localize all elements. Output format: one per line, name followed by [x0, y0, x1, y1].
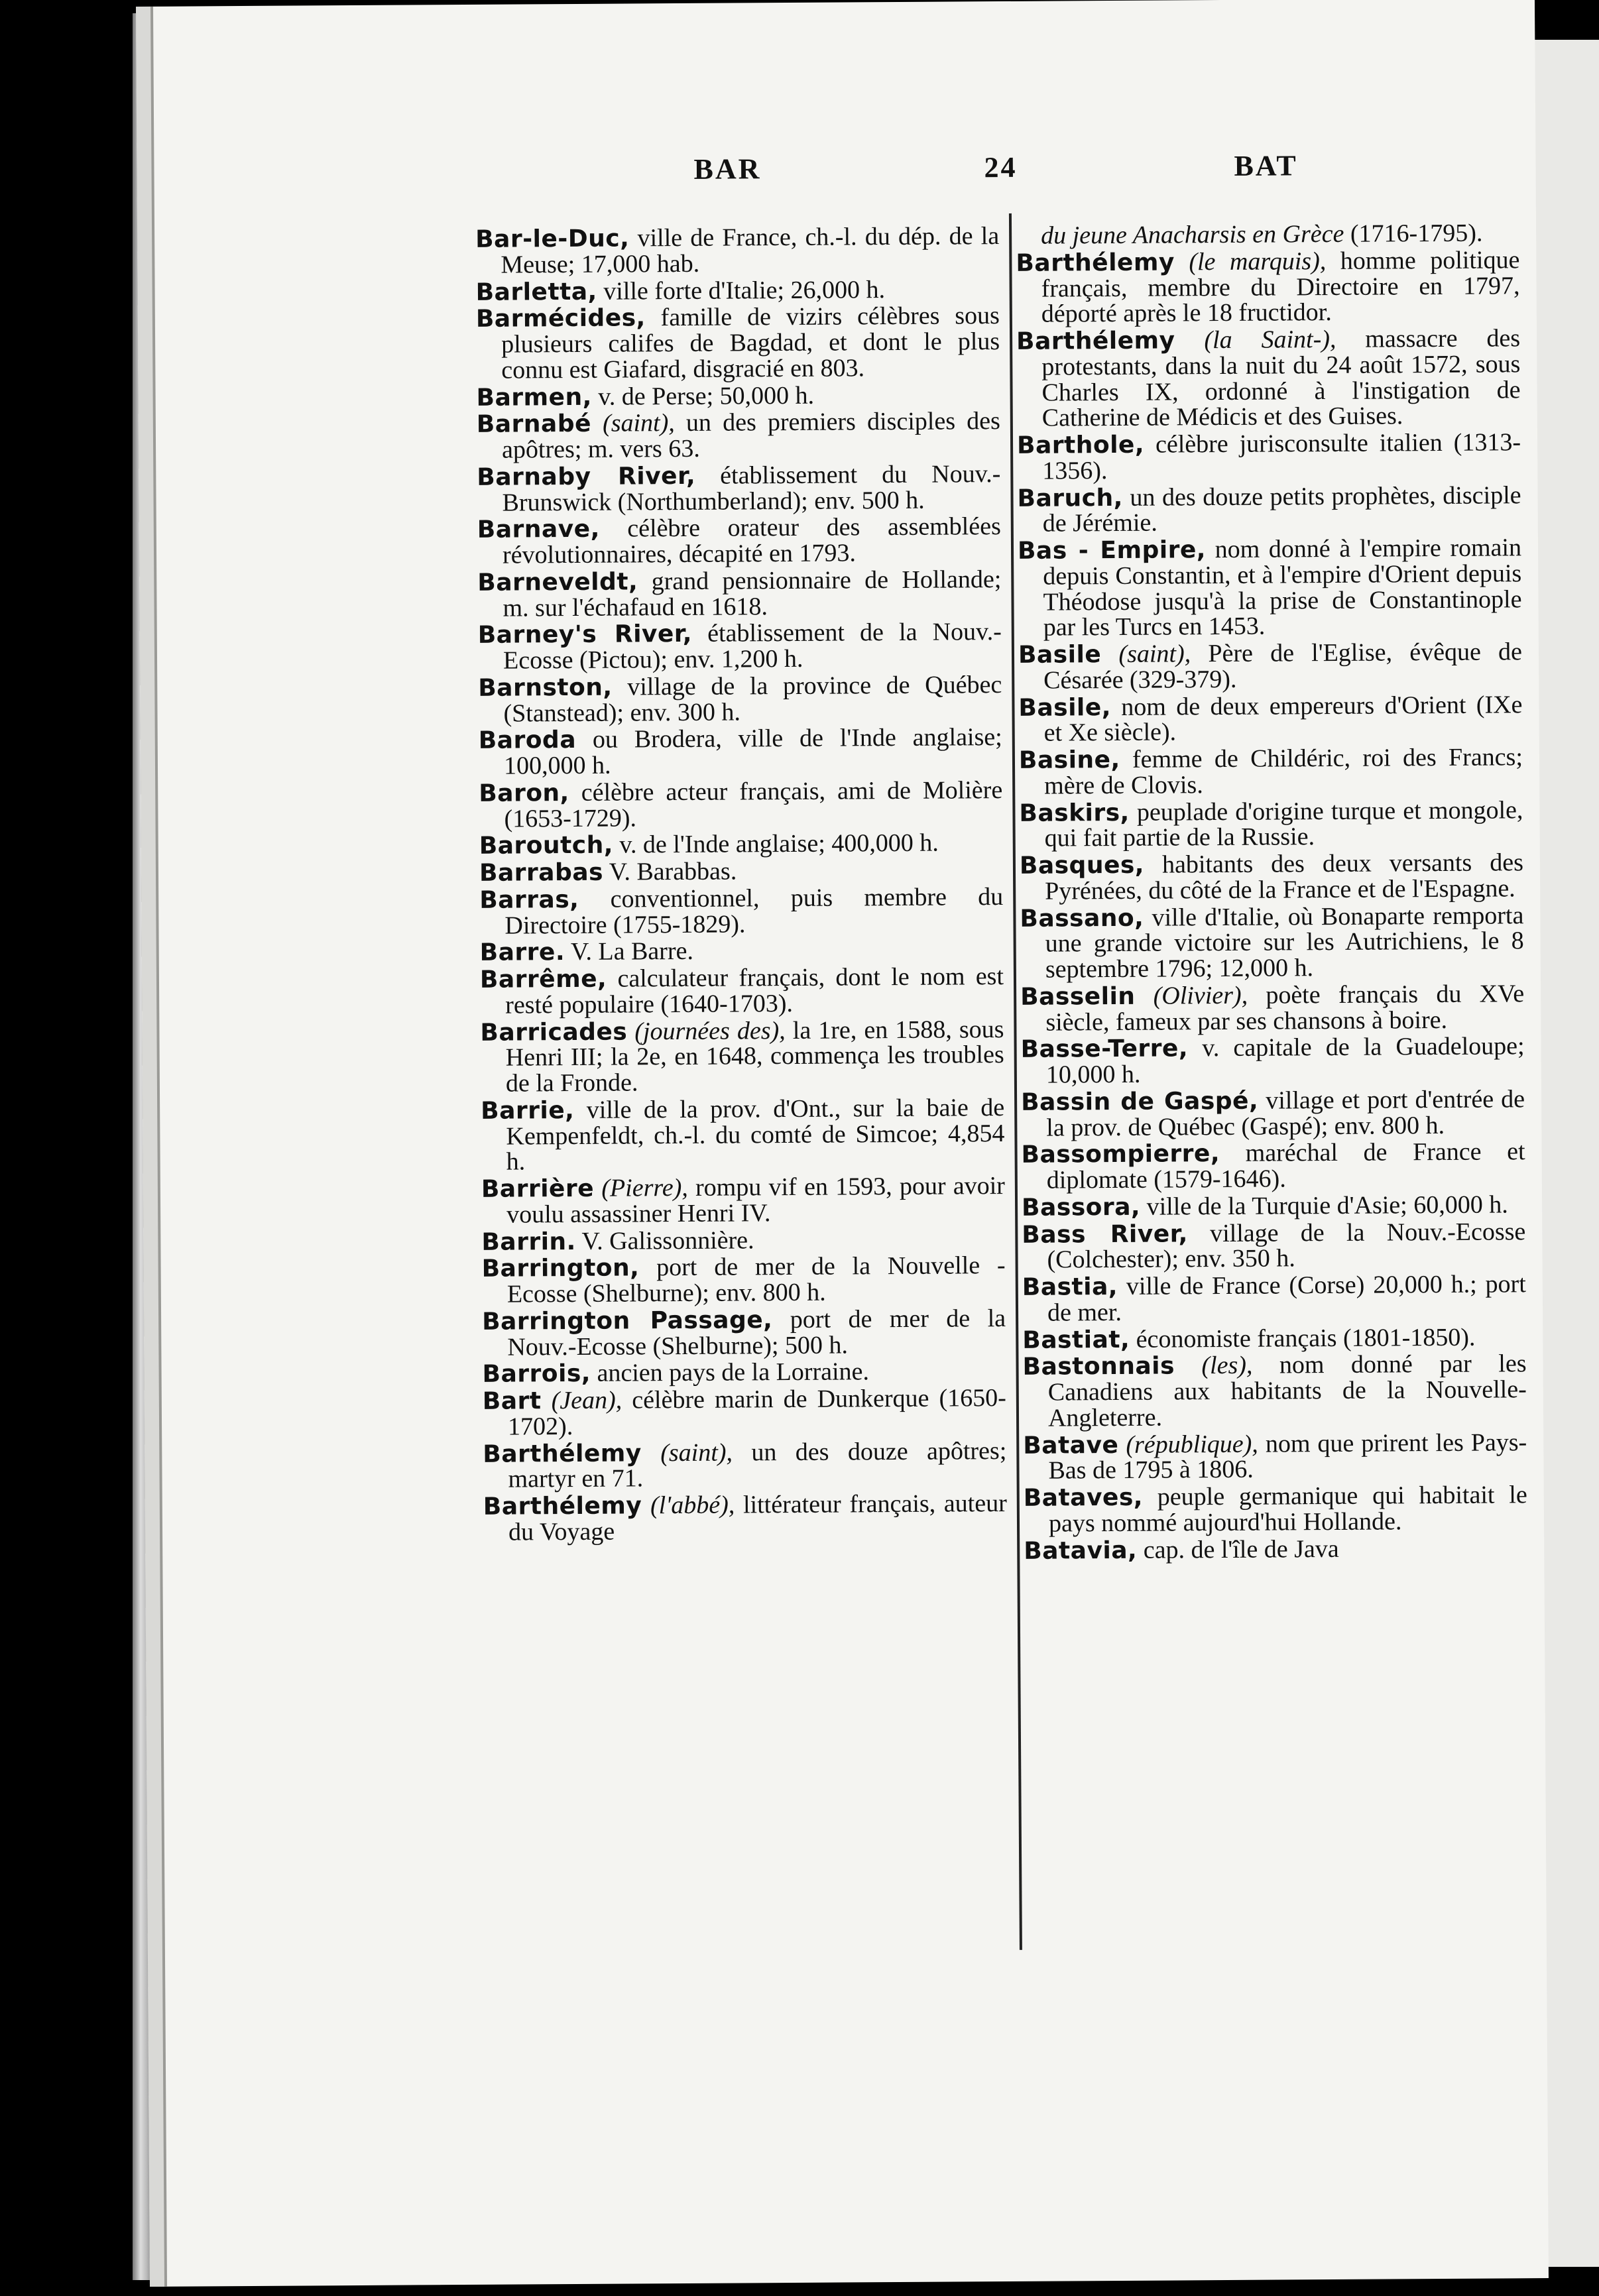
- entry-headword: Barnabé: [476, 410, 592, 439]
- entry-headword: Bassora,: [1021, 1193, 1141, 1222]
- entry-definition: habitants des deux versants des Pyrénées, du côté de la France et de l'Espagne.: [1045, 848, 1524, 905]
- entry-qualifier: (Jean),: [541, 1386, 622, 1415]
- entry-headword: Bas - Empire,: [1017, 536, 1207, 565]
- entry-definition: homme politique français, membre du Directoire en 1797, déporté après le 18 fructidor.: [1041, 246, 1520, 328]
- entry-headword: Barrington,: [481, 1254, 640, 1283]
- entry-definition: village de la province de Québec (Stanstead); env. 300 h.: [503, 670, 1002, 728]
- entry-definition: établissement de la Nouv.-Ecosse (Pictou); env. 1,200 h.: [503, 618, 1002, 675]
- entry-headword: Barmécides,: [475, 304, 646, 333]
- dictionary-page: [136, 0, 1549, 2287]
- entry-definition: économiste français (1801-1850).: [1130, 1323, 1476, 1353]
- dictionary-entry: [481, 1095, 1005, 1175]
- entry-headword: Barthole,: [1016, 431, 1145, 459]
- entry-headword: Barrois,: [482, 1360, 591, 1389]
- entry-definition: port de mer de la Nouv.-Ecosse (Shelburne); 500 h.: [507, 1304, 1006, 1361]
- entry-definition: célèbre orateur des assemblées révolutionnaires, décapité en 1793.: [502, 512, 1001, 569]
- entry-definition: un des premiers disciples des apôtres; m. vers 63.: [501, 407, 1000, 464]
- dictionary-entry: [1018, 639, 1522, 693]
- entry-definition: V. La Barre.: [564, 937, 694, 966]
- entry-definition: calculateur français, dont le nom est resté populaire (1640-1703).: [505, 962, 1004, 1019]
- entry-definition: ville forte d'Italie; 26,000 h.: [597, 275, 886, 306]
- entry-headword: Barthélemy: [483, 1439, 642, 1468]
- dictionary-entry: [1022, 1351, 1527, 1431]
- entry-definition: célèbre jurisconsulte italien (1313-1356).: [1042, 428, 1521, 485]
- entry-definition: ville de la Turquie d'Asie; 60,000 h.: [1140, 1190, 1508, 1221]
- dictionary-entry: [480, 964, 1004, 1018]
- entry-headword: Baron,: [479, 779, 569, 807]
- dictionary-entry: [1016, 247, 1520, 327]
- entry-headword: Baskirs,: [1019, 799, 1130, 827]
- dictionary-entry: [1020, 981, 1524, 1035]
- dictionary-entry: [477, 461, 1000, 516]
- entry-qualifier: (le marquis),: [1174, 247, 1327, 276]
- page-number: 24: [984, 150, 1018, 184]
- entry-definition: v. capitale de la Guadeloupe; 10,000 h.: [1045, 1032, 1525, 1089]
- running-head-right: BAT: [1234, 149, 1298, 182]
- entry-headword: Barrington Passage,: [482, 1306, 773, 1336]
- dictionary-entry: [480, 937, 1004, 966]
- dictionary-entry: [478, 672, 1002, 726]
- entry-headword: Batave: [1023, 1431, 1119, 1460]
- entry-definition: ville de la prov. d'Ont., sur la baie de Kempenfeldt, ch.-l. du comté de Simcoe; 4,854 h.: [506, 1093, 1005, 1176]
- entry-definition: ancien pays de la Lorraine.: [590, 1357, 870, 1388]
- dictionary-entry: [475, 223, 999, 278]
- dictionary-entry: [483, 1491, 1007, 1545]
- entry-headword: Barrême,: [479, 965, 607, 994]
- entry-definition: Père de l'Eglise, évêque de Césarée (329-379).: [1043, 638, 1523, 695]
- dictionary-entry: [476, 382, 1000, 411]
- entry-definition: littérateur français, auteur du Voyage: [508, 1489, 1007, 1546]
- entry-definition: établissement du Nouv.-Brunswick (Northumberland); env. 500 h.: [502, 459, 1001, 517]
- dictionary-entry: [477, 514, 1001, 568]
- entry-definition: nom que prirent les Pays-Bas de 1795 à 1806.: [1048, 1428, 1527, 1485]
- dictionary-entry: [482, 1306, 1006, 1360]
- dictionary-entry: [479, 884, 1003, 939]
- entry-headword: Barrin.: [481, 1228, 576, 1256]
- entry-definition: la 1re, en 1588, sous Henri III; la 2e, en 1648, commença les troubles de la Fronde.: [505, 1015, 1004, 1098]
- entry-headword: Baroutch,: [479, 831, 614, 860]
- entry-headword: Baroda: [478, 726, 577, 755]
- dictionary-entry: [1019, 797, 1523, 852]
- entry-headword: Basine,: [1018, 746, 1120, 774]
- entry-headword: Bassompierre,: [1021, 1140, 1220, 1169]
- entry-definition: poète français du XVe siècle, fameux par ses chansons à boire.: [1045, 979, 1525, 1037]
- entry-definition: célèbre acteur français, ami de Molière (1653-1729).: [504, 775, 1003, 833]
- entry-qualifier: (république),: [1118, 1430, 1258, 1459]
- entry-headword: Bassano,: [1020, 904, 1144, 933]
- dictionary-entry: [476, 303, 1000, 383]
- dictionary-entry: [478, 619, 1002, 673]
- dictionary-entry: [1017, 430, 1521, 484]
- dictionary-entry: [480, 1017, 1004, 1097]
- entry-headword: Barnston,: [478, 673, 613, 702]
- entry-qualifier: (saint),: [1101, 640, 1191, 669]
- dictionary-entry: [1022, 1324, 1526, 1353]
- entry-headword: Bastia,: [1022, 1273, 1118, 1301]
- entry-headword: Bataves,: [1023, 1483, 1144, 1512]
- entry-qualifier: (journées des),: [627, 1016, 786, 1046]
- dictionary-entry: [476, 276, 1000, 306]
- entry-headword: Barnave,: [477, 515, 600, 544]
- entry-qualifier: du jeune Anacharsis en Grèce: [1041, 219, 1344, 250]
- dictionary-entry: [1020, 903, 1524, 983]
- entry-definition: V. Barabbas.: [603, 857, 737, 886]
- dictionary-entry: [479, 857, 1003, 886]
- dictionary-entry: [1024, 1535, 1527, 1564]
- entry-headword: Batavia,: [1024, 1536, 1138, 1565]
- entry-headword: Barney's River,: [477, 620, 693, 650]
- entry-definition: un des douze petits prophètes, disciple de Jérémie.: [1042, 481, 1521, 538]
- dictionary-entry: [1022, 1271, 1526, 1326]
- entry-definition: femme de Childéric, roi des Francs; mère de Clovis.: [1044, 743, 1523, 800]
- dictionary-entry: [483, 1385, 1006, 1440]
- entry-definition: maréchal de France et diplomate (1579-1646).: [1046, 1137, 1525, 1194]
- dictionary-entry: [1022, 1192, 1525, 1220]
- entry-qualifier: (les),: [1174, 1351, 1253, 1380]
- dictionary-entry: [479, 777, 1002, 832]
- entry-definition: célèbre marin de Dunkerque (1650-1702).: [507, 1384, 1006, 1441]
- entry-definition: grand pensionnaire de Hollande; m. sur l'échafaud en 1618.: [503, 565, 1002, 622]
- dictionary-entry: [479, 830, 1003, 859]
- left-column: [475, 223, 1007, 1546]
- right-column: [1016, 220, 1527, 1565]
- dictionary-entry: [1016, 220, 1519, 249]
- dictionary-entry: [1022, 1219, 1525, 1273]
- dictionary-entry: [482, 1253, 1006, 1307]
- entry-headword: Bar-le-Duc,: [475, 225, 630, 253]
- dictionary-entry: [481, 1226, 1005, 1255]
- dictionary-entry: [1016, 325, 1521, 431]
- entry-headword: Barrie,: [481, 1096, 575, 1125]
- dictionary-entry: [1017, 483, 1521, 537]
- entry-qualifier: (la Saint-),: [1175, 325, 1336, 355]
- dictionary-entry: [1020, 850, 1523, 904]
- entry-definition: ville de France, ch.-l. du dép. de la Meuse; 17,000 hab.: [501, 222, 1000, 279]
- entry-headword: Bastiat,: [1022, 1326, 1130, 1354]
- entry-qualifier: (saint),: [641, 1438, 733, 1467]
- running-head-left: BAR: [693, 152, 762, 186]
- dictionary-entry: [1019, 744, 1523, 799]
- entry-definition: v. de l'Inde anglaise; 400,000 h.: [613, 829, 939, 859]
- entry-headword: Barnaby River,: [477, 462, 696, 491]
- entry-qualifier: (Pierre),: [593, 1173, 688, 1202]
- dictionary-entry: [1024, 1482, 1527, 1536]
- entry-headword: Barras,: [479, 886, 579, 914]
- entry-definition: rompu vif en 1593, pour avoir voulu assassiner Henri IV.: [506, 1172, 1006, 1229]
- entry-headword: Barthélemy: [483, 1492, 642, 1521]
- entry-definition: port de mer de la Nouvelle - Ecosse (Shelburne); env. 800 h.: [506, 1251, 1006, 1308]
- entry-definition: ville d'Italie, où Bonaparte remporta une grande victoire sur les Autrichiens, le 8 septembre 1796; 12,000 h.: [1045, 901, 1524, 984]
- entry-headword: Barre.: [479, 939, 565, 967]
- entry-headword: Barrière: [481, 1175, 595, 1203]
- entry-definition: peuplade d'origine turque et mongole, qui fait partie de la Russie.: [1044, 795, 1523, 852]
- entry-definition: un des douze apôtres; martyr en 71.: [508, 1436, 1007, 1493]
- dictionary-entry: [1021, 1139, 1525, 1193]
- entry-definition: nom donné à l'empire romain depuis Constantin, et à l'empire d'Orient depuis Théodose jusqu'à la prise de Constantinople par les Turcs en 1453.: [1043, 534, 1522, 642]
- entry-headword: Bass River,: [1022, 1220, 1188, 1249]
- entry-definition: v. de Perse; 50,000 h.: [591, 381, 815, 411]
- entry-headword: Basile,: [1018, 693, 1112, 722]
- entry-headword: Basile: [1018, 641, 1102, 669]
- dictionary-entry: [477, 408, 1000, 463]
- entry-headword: Bastonnais: [1022, 1352, 1175, 1381]
- dictionary-entry: [477, 567, 1001, 621]
- entry-headword: Basques,: [1019, 851, 1145, 880]
- entry-definition: village et port d'entrée de la prov. de Québec (Gaspé); env. 800 h.: [1046, 1084, 1525, 1142]
- entry-headword: Basse-Terre,: [1020, 1035, 1189, 1064]
- dictionary-entry: [481, 1173, 1005, 1228]
- entry-qualifier: (saint),: [591, 409, 675, 438]
- dictionary-entry: [483, 1438, 1006, 1493]
- dictionary-entry: [1021, 1033, 1525, 1088]
- entry-definition: nom de deux empereurs d'Orient (IXe et Xe siècle).: [1043, 690, 1523, 747]
- entry-definition: famille de vizirs célèbres sous plusieurs califes de Bagdad, et dont le plus connu est Giafard, disgracié en 803.: [501, 302, 1000, 384]
- entry-definition: peuple germanique qui habitait le pays nommé aujourd'hui Hollande.: [1048, 1481, 1527, 1538]
- entry-headword: Baruch,: [1017, 484, 1123, 512]
- entry-headword: Bart: [482, 1387, 542, 1415]
- entry-headword: Barmen,: [476, 383, 592, 412]
- entry-definition: conventionnel, puis membre du Directoire (1755-1829).: [504, 882, 1004, 940]
- entry-headword: Barthélemy: [1016, 249, 1175, 277]
- entry-definition: V. Galissonnière.: [575, 1226, 754, 1255]
- entry-qualifier: (l'abbé),: [642, 1491, 735, 1520]
- entry-headword: Barletta,: [475, 278, 597, 306]
- entry-headword: Barrabas: [479, 858, 604, 887]
- entry-definition: ou Brodera, ville de l'Inde anglaise; 100,000 h.: [503, 723, 1002, 780]
- dictionary-entry: [1018, 692, 1522, 746]
- entry-headword: Bassin de Gaspé,: [1020, 1087, 1259, 1116]
- dictionary-entry: [482, 1358, 1006, 1387]
- entry-definition: (1716-1795).: [1344, 219, 1483, 248]
- dictionary-entry: [479, 724, 1002, 779]
- entry-definition: nom donné par les Canadiens aux habitants de la Nouvelle-Angleterre.: [1047, 1349, 1527, 1432]
- dictionary-entry: [1023, 1430, 1527, 1484]
- entry-definition: cap. de l'île de Java: [1137, 1534, 1339, 1564]
- entry-headword: Barthélemy: [1016, 327, 1175, 355]
- entry-definition: ville de France (Corse) 20,000 h.; port de mer.: [1047, 1270, 1526, 1327]
- entry-definition: village de la Nouv.-Ecosse (Colchester); env. 350 h.: [1047, 1217, 1526, 1274]
- dictionary-entry: [1021, 1086, 1525, 1141]
- entry-headword: Barneveldt,: [477, 568, 638, 597]
- entry-headword: Basselin: [1020, 982, 1136, 1011]
- entry-definition: massacre des protestants, dans la nuit du 24 août 1572, sous Charles IX, ordonné à l'instigation de Catherine de Médicis et des Guises.: [1041, 324, 1521, 432]
- entry-headword: Barricades: [480, 1018, 628, 1047]
- entry-qualifier: (Olivier),: [1135, 981, 1248, 1010]
- dictionary-entry: [1018, 535, 1522, 641]
